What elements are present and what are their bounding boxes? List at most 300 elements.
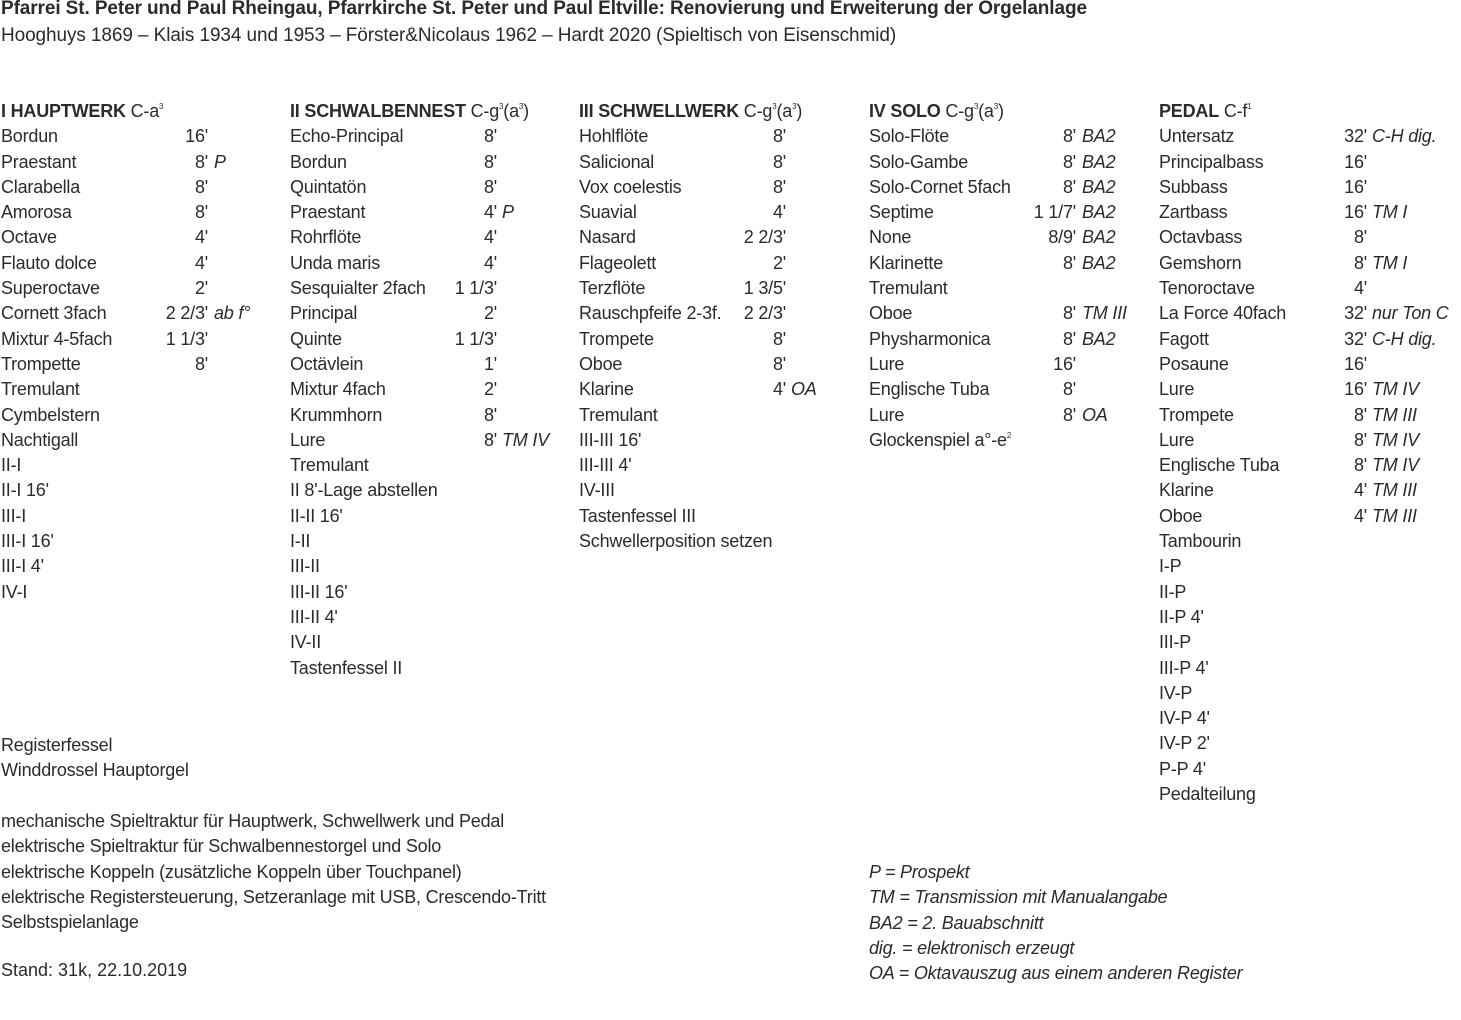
stop-row bbox=[1159, 757, 1459, 782]
stop-size: 2' bbox=[483, 303, 497, 324]
stop-row bbox=[1159, 251, 1459, 276]
stop-row bbox=[579, 428, 859, 453]
stop-row bbox=[290, 630, 570, 655]
stop-size: 8' bbox=[1062, 328, 1076, 349]
stop-row bbox=[290, 656, 570, 681]
stop-name: P-P 4' bbox=[1159, 758, 1206, 779]
stop-size: 2 2/3' bbox=[743, 227, 786, 248]
stop-size: 4' bbox=[772, 202, 786, 223]
stop-row bbox=[1159, 276, 1459, 301]
stop-row bbox=[869, 276, 1149, 301]
general-item: Registerfessel bbox=[1, 735, 113, 755]
stop-note: TM IV bbox=[1372, 455, 1419, 476]
document-subtitle: Hooghuys 1869 – Klais 1934 und 1953 – Förster&Nicolaus 1962 – Hardt 2020 (Spieltisch von Eisenschmid) bbox=[1, 25, 897, 46]
legend-item: BA2 = 2. Bauabschnitt bbox=[869, 912, 1044, 933]
stop-name: IV-P bbox=[1159, 682, 1193, 703]
stop-row bbox=[1159, 706, 1459, 731]
stop-name: Quinte bbox=[290, 328, 342, 349]
stop-name: Tremulant bbox=[290, 455, 369, 476]
stop-name: Subbass bbox=[1159, 176, 1228, 197]
stop-name: Octävlein bbox=[290, 353, 364, 374]
range-superscript: 3 bbox=[973, 102, 979, 111]
stop-size: 32' bbox=[1344, 328, 1367, 349]
stop-size: 1 3/5' bbox=[743, 278, 786, 299]
stop-row bbox=[579, 225, 859, 250]
stop-name: Solo-Gambe bbox=[869, 151, 969, 172]
stop-note: nur Ton C bbox=[1372, 303, 1449, 324]
stop-size: 4' bbox=[194, 252, 208, 273]
stop-name: II-II 16' bbox=[290, 505, 343, 526]
stop-name: Tambourin bbox=[1159, 531, 1242, 552]
stop-size: 8' bbox=[1062, 252, 1076, 273]
stop-name: Bordun bbox=[290, 151, 347, 172]
stop-row bbox=[1, 453, 281, 478]
stop-name: Cymbelstern bbox=[1, 404, 100, 425]
stop-row bbox=[579, 403, 859, 428]
stop-row bbox=[1, 377, 281, 402]
division-name: II SCHWALBENNEST bbox=[290, 101, 466, 121]
stop-row bbox=[1159, 554, 1459, 579]
stop-size: 8' bbox=[1062, 379, 1076, 400]
stop-row bbox=[1, 504, 281, 529]
stop-row bbox=[1159, 681, 1459, 706]
stop-row bbox=[1, 150, 281, 175]
stop-row bbox=[1159, 605, 1459, 630]
division-heading bbox=[290, 99, 570, 124]
stop-row bbox=[579, 529, 859, 554]
stop-size: 8' bbox=[1062, 151, 1076, 172]
stop-row bbox=[869, 327, 1149, 352]
stop-row bbox=[579, 301, 859, 326]
range-superscript: 3 bbox=[772, 102, 777, 111]
stop-size: 2' bbox=[483, 379, 497, 400]
division-pedal bbox=[1159, 99, 1459, 807]
stop-size: 2 2/3' bbox=[743, 303, 786, 324]
division-schwellwerk bbox=[579, 99, 859, 554]
stop-row bbox=[1, 251, 281, 276]
stop-size: 16' bbox=[1344, 202, 1367, 223]
stop-size: 8' bbox=[194, 176, 208, 197]
stop-note: TM III bbox=[1372, 480, 1417, 501]
stop-name: Oboe bbox=[579, 353, 623, 374]
stop-name: IV-P 2' bbox=[1159, 733, 1210, 754]
stop-name: Amorosa bbox=[1, 202, 72, 223]
stop-name: Solo-Cornet 5fach bbox=[869, 176, 1011, 197]
stop-name: Tastenfessel III bbox=[579, 505, 696, 526]
stop-name: Unda maris bbox=[290, 252, 381, 273]
legend-item: TM = Transmission mit Manualangabe bbox=[869, 887, 1168, 908]
stop-name: Mixtur 4fach bbox=[290, 379, 386, 400]
stop-row bbox=[290, 301, 570, 326]
stop-row bbox=[1, 403, 281, 428]
stop-note: BA2 bbox=[1082, 126, 1116, 147]
stop-size: 8' bbox=[194, 353, 208, 374]
stop-name: Zartbass bbox=[1159, 202, 1228, 223]
stop-size: 8' bbox=[772, 126, 786, 147]
stop-row bbox=[1159, 327, 1459, 352]
division-solo bbox=[869, 99, 1149, 453]
range-superscript: 3 bbox=[792, 102, 797, 111]
division-name: PEDAL bbox=[1159, 101, 1220, 121]
stop-note: TM IV bbox=[502, 429, 549, 450]
stop-name: Trompette bbox=[1, 353, 81, 374]
division-heading bbox=[869, 99, 1149, 124]
stop-row bbox=[579, 175, 859, 200]
stop-size: 8' bbox=[772, 328, 786, 349]
stop-size: 8' bbox=[1353, 252, 1367, 273]
stop-row bbox=[1159, 124, 1459, 149]
stop-size: 8' bbox=[1062, 404, 1076, 425]
stop-row bbox=[1159, 225, 1459, 250]
division-range: C-g bbox=[739, 101, 773, 121]
action-item: mechanische Spieltraktur für Hauptwerk, Schwellwerk und Pedal bbox=[1, 811, 505, 831]
stop-name: II-P 4' bbox=[1159, 606, 1204, 627]
stop-row bbox=[579, 478, 859, 503]
stop-name: I-P bbox=[1159, 556, 1182, 577]
stop-name: Englische Tuba bbox=[869, 379, 990, 400]
stop-row bbox=[579, 276, 859, 301]
stop-name: Physharmonica bbox=[869, 328, 991, 349]
stop-row bbox=[1159, 352, 1459, 377]
stop-size: 8' bbox=[483, 176, 497, 197]
stop-row bbox=[869, 124, 1149, 149]
stop-note: C-H dig. bbox=[1372, 126, 1437, 147]
stop-row bbox=[290, 554, 570, 579]
stop-row bbox=[290, 504, 570, 529]
division-heading bbox=[579, 99, 859, 124]
stop-name: Trompete bbox=[1159, 404, 1234, 425]
stop-name: La Force 40fach bbox=[1159, 303, 1287, 324]
stop-name: Superoctave bbox=[1, 278, 100, 299]
stop-name: III-III 4' bbox=[579, 455, 632, 476]
action-item: elektrische Koppeln (zusätzliche Koppeln über Touchpanel) bbox=[1, 861, 462, 882]
stop-size: 4' bbox=[1353, 505, 1367, 526]
stop-name: Praestant bbox=[1, 151, 77, 172]
stop-note: BA2 bbox=[1082, 176, 1116, 197]
range-extension: ) bbox=[997, 101, 1004, 121]
stop-size: 16' bbox=[1344, 151, 1367, 172]
stop-row bbox=[1159, 428, 1459, 453]
range-superscript: 3 bbox=[499, 102, 504, 111]
stop-row bbox=[869, 403, 1149, 428]
range-superscript: 2 bbox=[1006, 430, 1012, 440]
division-range: C-a bbox=[125, 101, 160, 121]
stop-size: 2' bbox=[194, 278, 208, 299]
stop-size: 2' bbox=[772, 252, 786, 273]
stop-row bbox=[1, 352, 281, 377]
stop-row bbox=[1, 428, 281, 453]
stop-name: Octave bbox=[1, 227, 57, 248]
stop-name: Lure bbox=[869, 404, 905, 425]
stop-note: TM III bbox=[1372, 505, 1417, 526]
stop-row bbox=[290, 403, 570, 428]
stop-name: Flageolett bbox=[579, 252, 657, 273]
range-extension: ) bbox=[523, 101, 529, 121]
division-range: C-f bbox=[1219, 101, 1248, 121]
stop-size: 8' bbox=[194, 151, 208, 172]
stop-row bbox=[290, 428, 570, 453]
stop-row bbox=[1159, 377, 1459, 402]
stop-row bbox=[290, 251, 570, 276]
stop-name: Cornett 3fach bbox=[1, 303, 107, 324]
stop-name: IV-II bbox=[290, 632, 322, 653]
stop-name: Hohlflöte bbox=[579, 126, 649, 147]
stop-name: II-I bbox=[1, 455, 22, 476]
stop-row bbox=[1, 580, 281, 605]
stop-row bbox=[869, 377, 1149, 402]
stop-name: Tremulant bbox=[869, 278, 948, 299]
stop-name: Octavbass bbox=[1159, 227, 1243, 248]
stop-name: Posaune bbox=[1159, 353, 1229, 374]
stop-size: 16' bbox=[185, 126, 208, 147]
legend-item: OA = Oktavauszug aus einem anderen Register bbox=[869, 963, 1243, 984]
stop-row bbox=[579, 327, 859, 352]
stop-row bbox=[290, 580, 570, 605]
stop-row bbox=[290, 150, 570, 175]
range-superscript: 3 bbox=[518, 102, 524, 111]
legend-item: dig. = elektronisch erzeugt bbox=[869, 937, 1075, 958]
stop-name: Fagott bbox=[1159, 328, 1209, 349]
action-description bbox=[1, 809, 546, 935]
range-extension: (a bbox=[503, 101, 519, 121]
stop-size: 4' bbox=[483, 252, 497, 273]
stop-name: Mixtur 4-5fach bbox=[1, 328, 113, 349]
stop-size: 1 1/3' bbox=[165, 328, 208, 349]
general-features bbox=[1, 733, 189, 784]
division-hauptwerk bbox=[1, 99, 281, 605]
stop-name: Englische Tuba bbox=[1159, 455, 1280, 476]
stop-size: 8' bbox=[483, 126, 497, 147]
division-range: C-g bbox=[940, 101, 974, 121]
stop-size: 8' bbox=[1353, 404, 1367, 425]
stop-row bbox=[869, 251, 1149, 276]
stop-name: III-II bbox=[290, 556, 320, 577]
stop-row bbox=[1159, 175, 1459, 200]
stop-name: Nachtigall bbox=[1, 429, 79, 450]
stop-size: 2 2/3' bbox=[165, 303, 208, 324]
stop-note: BA2 bbox=[1082, 328, 1116, 349]
stop-name: Gemshorn bbox=[1159, 252, 1242, 273]
stop-name: III-I 4' bbox=[1, 556, 44, 577]
stop-name: III-I 16' bbox=[1, 531, 54, 552]
stop-name: III-II 16' bbox=[290, 581, 348, 602]
stop-size: 16' bbox=[1344, 353, 1367, 374]
stop-row bbox=[1, 529, 281, 554]
stop-row bbox=[290, 352, 570, 377]
stop-size: 4' bbox=[772, 379, 786, 400]
stop-size: 8' bbox=[1353, 227, 1367, 248]
stop-row bbox=[1159, 529, 1459, 554]
stop-row bbox=[1, 200, 281, 225]
stop-size: 4' bbox=[483, 227, 497, 248]
stop-row bbox=[579, 200, 859, 225]
range-extension: ) bbox=[796, 101, 803, 121]
stop-row bbox=[869, 352, 1149, 377]
stop-row bbox=[579, 453, 859, 478]
stop-name: Lure bbox=[1159, 429, 1195, 450]
division-heading bbox=[1, 99, 281, 124]
stop-name: IV-III bbox=[579, 480, 615, 501]
stop-row bbox=[290, 327, 570, 352]
stop-row bbox=[1, 478, 281, 503]
stop-size: 16' bbox=[1344, 379, 1367, 400]
stop-name: Solo-Flöte bbox=[869, 126, 950, 147]
stop-name: IV-P 4' bbox=[1159, 708, 1210, 729]
action-item: Selbstspielanlage bbox=[1, 912, 139, 933]
stop-note: P bbox=[502, 202, 514, 223]
stop-name: Lure bbox=[290, 429, 326, 450]
stop-size: 8' bbox=[772, 176, 786, 197]
stop-size: 8' bbox=[1062, 126, 1076, 147]
stop-row bbox=[869, 150, 1149, 175]
document-title: Pfarrei St. Peter und Paul Rheingau, Pfarrkirche St. Peter und Paul Eltville: Renovierung und Erweiterung der Orgelanlage bbox=[1, 0, 1087, 19]
stop-name: Salicional bbox=[579, 151, 655, 172]
stop-name: II 8'-Lage abstellen bbox=[290, 480, 438, 501]
stop-name: Klarinette bbox=[869, 252, 944, 273]
stop-row bbox=[1, 301, 281, 326]
stop-name: Flauto dolce bbox=[1, 252, 97, 273]
stop-note: TM III bbox=[1082, 303, 1127, 324]
range-superscript: 3 bbox=[993, 102, 998, 111]
stop-name: Suavial bbox=[579, 202, 637, 223]
stop-name: Trompete bbox=[579, 328, 654, 349]
stop-size: 8' bbox=[483, 429, 497, 450]
legend-item: P = Prospekt bbox=[869, 862, 970, 882]
stop-row bbox=[290, 529, 570, 554]
stop-row bbox=[1, 276, 281, 301]
stop-note: TM I bbox=[1372, 202, 1408, 223]
stop-row bbox=[579, 377, 859, 402]
stop-note: C-H dig. bbox=[1372, 328, 1437, 349]
stop-note: BA2 bbox=[1082, 151, 1116, 172]
stop-row bbox=[1159, 504, 1459, 529]
stop-size: 1 1/3' bbox=[454, 328, 497, 349]
stop-name: Klarine bbox=[1159, 480, 1214, 501]
stop-name: III-P bbox=[1159, 632, 1192, 653]
stop-row bbox=[290, 478, 570, 503]
stop-name: Echo-Principal bbox=[290, 126, 404, 147]
stop-name: III-P 4' bbox=[1159, 657, 1209, 678]
stop-row bbox=[869, 200, 1149, 225]
stop-name: Glockenspiel $a^\circ-e^2$ bbox=[869, 429, 1012, 450]
stop-row bbox=[290, 276, 570, 301]
stop-name: Tenoroctave bbox=[1159, 278, 1255, 299]
stop-row bbox=[579, 251, 859, 276]
stop-name: Oboe bbox=[869, 303, 913, 324]
stop-name: Oboe bbox=[1159, 505, 1203, 526]
stop-name: Nasard bbox=[579, 227, 636, 248]
stop-size: 1 1/3' bbox=[454, 278, 497, 299]
stop-name: Vox coelestis bbox=[579, 176, 682, 197]
stop-name: Bordun bbox=[1, 126, 58, 147]
stop-row bbox=[1159, 200, 1459, 225]
stop-size: 8' bbox=[1353, 455, 1367, 476]
stop-name: Krummhorn bbox=[290, 404, 383, 425]
stop-note: ab f° bbox=[214, 303, 251, 324]
range-extension: (a bbox=[978, 101, 994, 121]
stop-row bbox=[579, 352, 859, 377]
stop-note: OA bbox=[791, 379, 817, 400]
stop-row bbox=[1159, 478, 1459, 503]
stop-name: Klarine bbox=[579, 379, 634, 400]
stop-size: 32' bbox=[1344, 303, 1367, 324]
stop-size: 8' bbox=[772, 353, 786, 374]
stop-note: P bbox=[214, 151, 226, 172]
stop-row bbox=[290, 225, 570, 250]
stop-row bbox=[1159, 580, 1459, 605]
stop-name: Schwellerposition setzen bbox=[579, 531, 773, 552]
stop-row bbox=[1159, 731, 1459, 756]
division-name: IV SOLO bbox=[869, 101, 941, 121]
stop-note: TM IV bbox=[1372, 429, 1419, 450]
division-name: III SCHWELLWERK bbox=[579, 101, 739, 121]
stop-size: 8' bbox=[194, 202, 208, 223]
stop-row bbox=[290, 377, 570, 402]
general-item: Winddrossel Hauptorgel bbox=[1, 760, 189, 781]
action-item: elektrische Registersteuerung, Setzeranlage mit USB, Crescendo-Tritt bbox=[1, 886, 546, 907]
stop-name: Untersatz bbox=[1159, 126, 1235, 147]
stop-note: BA2 bbox=[1082, 202, 1116, 223]
division-heading bbox=[1159, 99, 1459, 124]
stop-name: Tremulant bbox=[579, 404, 658, 425]
stop-size: 4' bbox=[1353, 480, 1367, 501]
range-superscript: 3 bbox=[159, 102, 164, 111]
stop-name: Tastenfessel II bbox=[290, 657, 403, 678]
stop-name: Sesquialter 2fach bbox=[290, 278, 426, 299]
stop-size: 32' bbox=[1344, 126, 1367, 147]
stop-row bbox=[579, 150, 859, 175]
stop-row bbox=[290, 200, 570, 225]
stop-row bbox=[869, 225, 1149, 250]
stop-name: I-II bbox=[290, 531, 311, 552]
stop-name: Lure bbox=[869, 353, 905, 374]
stop-name: Terzflöte bbox=[579, 278, 646, 299]
stop-row bbox=[579, 124, 859, 149]
stop-row bbox=[1, 175, 281, 200]
stop-note: BA2 bbox=[1082, 227, 1116, 248]
range-extension: (a bbox=[776, 101, 793, 121]
stop-row bbox=[869, 428, 1149, 453]
stop-name: None bbox=[869, 227, 912, 248]
stop-row bbox=[1, 124, 281, 149]
stop-name: Pedalteilung bbox=[1159, 784, 1256, 805]
stop-row bbox=[1, 225, 281, 250]
stop-note: TM III bbox=[1372, 404, 1417, 425]
stop-name: II-I 16' bbox=[1, 480, 49, 501]
stop-row bbox=[579, 504, 859, 529]
stop-size: 4' bbox=[1353, 278, 1367, 299]
stop-size: 1 1/7' bbox=[1033, 202, 1076, 223]
stop-row bbox=[1159, 782, 1459, 807]
stop-name: Lure bbox=[1159, 379, 1195, 400]
stop-row bbox=[869, 301, 1149, 326]
stop-row bbox=[1159, 150, 1459, 175]
stop-note: BA2 bbox=[1082, 252, 1116, 273]
stop-size: 16' bbox=[1344, 176, 1367, 197]
stop-name: Principalbass bbox=[1159, 151, 1264, 172]
stop-name: III-II 4' bbox=[290, 606, 338, 627]
stop-name: Septime bbox=[869, 202, 934, 223]
division-schwalbennest bbox=[290, 99, 570, 681]
stop-row bbox=[1159, 656, 1459, 681]
range-superscript: 1 bbox=[1247, 102, 1252, 111]
stop-size: 8/9' bbox=[1048, 227, 1076, 248]
stop-row bbox=[1, 554, 281, 579]
stop-row bbox=[1, 327, 281, 352]
stop-row bbox=[290, 453, 570, 478]
stop-size: 8' bbox=[1062, 176, 1076, 197]
stop-name: III-III 16' bbox=[579, 429, 642, 450]
